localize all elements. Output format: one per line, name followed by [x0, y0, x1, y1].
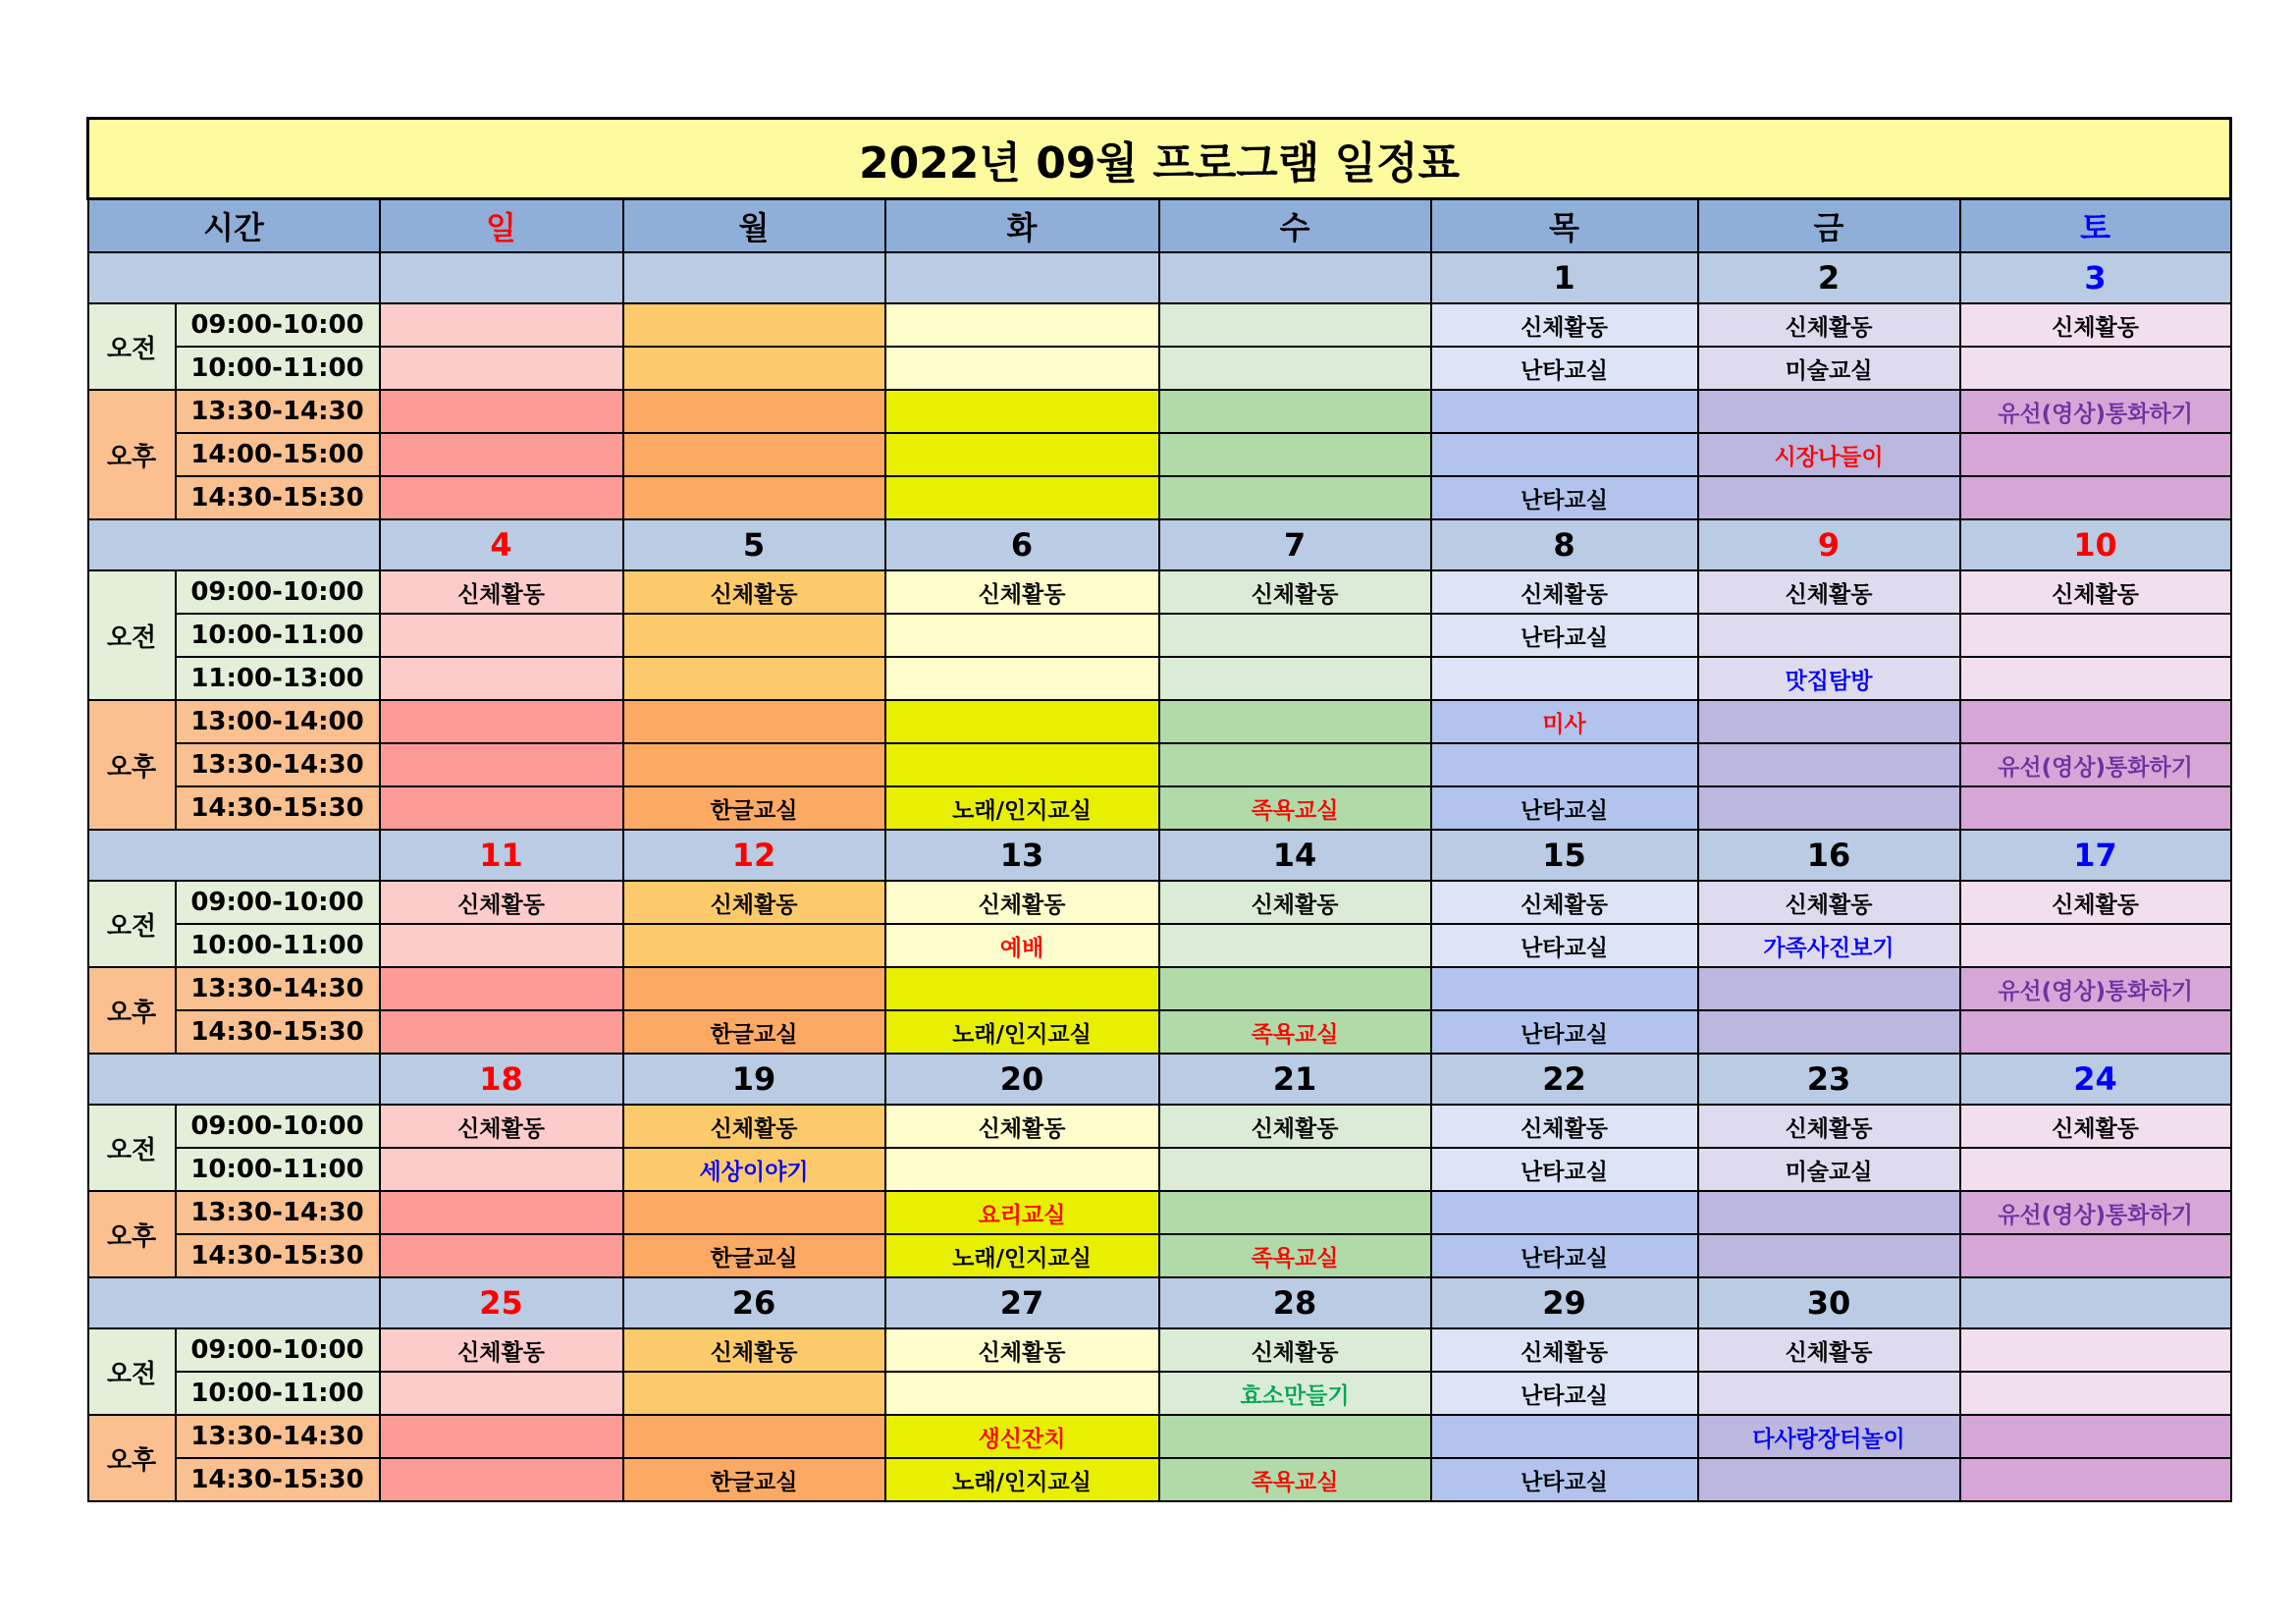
date-row-spacer	[88, 830, 380, 881]
date-cell: 7	[1159, 519, 1431, 570]
slot-row	[88, 1234, 2231, 1277]
activity-cell: 신체활동	[1698, 881, 1960, 924]
activity-cell	[1159, 1148, 1431, 1191]
slot-row	[88, 1105, 2231, 1148]
date-cell: 5	[623, 519, 885, 570]
slot-row	[88, 347, 2231, 390]
activity-cell	[885, 347, 1159, 390]
slot-row	[88, 743, 2231, 786]
activity-cell	[885, 700, 1159, 743]
date-row	[88, 830, 2231, 881]
time-slot: 10:00-11:00	[176, 1372, 380, 1415]
date-cell: 29	[1431, 1277, 1698, 1328]
activity-cell	[1960, 1372, 2231, 1415]
title-row	[88, 119, 2231, 199]
slot-row	[88, 614, 2231, 657]
activity-cell	[885, 967, 1159, 1010]
activity-cell	[1159, 476, 1431, 519]
activity-cell	[1698, 1010, 1960, 1054]
date-cell: 26	[623, 1277, 885, 1328]
activity-cell	[380, 1010, 623, 1054]
activity-cell	[885, 433, 1159, 476]
activity-cell	[885, 657, 1159, 700]
activity-cell: 생신잔치	[885, 1415, 1159, 1458]
header-row	[88, 199, 2231, 253]
activity-cell	[1698, 476, 1960, 519]
activity-cell: 노래/인지교실	[885, 1010, 1159, 1054]
day-header: 수	[1159, 199, 1431, 253]
date-cell: 24	[1960, 1054, 2231, 1105]
slot-row	[88, 303, 2231, 347]
date-cell: 22	[1431, 1054, 1698, 1105]
activity-cell	[1698, 743, 1960, 786]
time-slot: 14:30-15:30	[176, 1010, 380, 1054]
time-column-header: 시간	[88, 199, 380, 253]
slot-row	[88, 1458, 2231, 1501]
activity-cell: 족욕교실	[1159, 1234, 1431, 1277]
schedule-table	[86, 117, 2232, 1502]
activity-cell: 요리교실	[885, 1191, 1159, 1234]
activity-cell: 신체활동	[1159, 881, 1431, 924]
activity-cell	[1159, 347, 1431, 390]
time-slot: 09:00-10:00	[176, 570, 380, 614]
date-cell: 20	[885, 1054, 1159, 1105]
time-slot: 13:00-14:00	[176, 700, 380, 743]
date-cell: 1	[1431, 252, 1698, 303]
time-slot: 13:30-14:30	[176, 1191, 380, 1234]
activity-cell	[1698, 1234, 1960, 1277]
activity-cell	[380, 303, 623, 347]
activity-cell: 신체활동	[1960, 570, 2231, 614]
date-cell	[1159, 252, 1431, 303]
date-cell: 11	[380, 830, 623, 881]
activity-cell: 가족사진보기	[1698, 924, 1960, 967]
activity-cell: 신체활동	[1159, 1105, 1431, 1148]
date-cell: 9	[1698, 519, 1960, 570]
date-cell: 16	[1698, 830, 1960, 881]
activity-cell	[1431, 967, 1698, 1010]
activity-cell: 신체활동	[623, 570, 885, 614]
slot-row	[88, 1191, 2231, 1234]
activity-cell	[1431, 743, 1698, 786]
activity-cell: 미술교실	[1698, 1148, 1960, 1191]
slot-row	[88, 476, 2231, 519]
activity-cell: 난타교실	[1431, 1372, 1698, 1415]
schedule-body	[88, 119, 2231, 1502]
activity-cell	[380, 1415, 623, 1458]
day-header: 일	[380, 199, 623, 253]
activity-cell	[623, 476, 885, 519]
time-slot: 14:00-15:00	[176, 433, 380, 476]
activity-cell	[623, 657, 885, 700]
date-cell: 28	[1159, 1277, 1431, 1328]
activity-cell	[1159, 743, 1431, 786]
time-slot: 14:30-15:30	[176, 476, 380, 519]
activity-cell	[1698, 390, 1960, 433]
activity-cell	[1960, 700, 2231, 743]
activity-cell	[885, 1372, 1159, 1415]
activity-cell	[885, 1148, 1159, 1191]
activity-cell	[1159, 614, 1431, 657]
activity-cell	[380, 924, 623, 967]
activity-cell	[380, 1372, 623, 1415]
activity-cell	[623, 1191, 885, 1234]
activity-cell	[1159, 657, 1431, 700]
activity-cell	[1698, 614, 1960, 657]
date-row	[88, 1054, 2231, 1105]
activity-cell: 난타교실	[1431, 1010, 1698, 1054]
activity-cell	[1159, 390, 1431, 433]
activity-cell	[1159, 433, 1431, 476]
activity-cell: 신체활동	[1960, 1105, 2231, 1148]
activity-cell	[1159, 924, 1431, 967]
activity-cell	[380, 1458, 623, 1501]
activity-cell	[623, 743, 885, 786]
time-slot: 09:00-10:00	[176, 1105, 380, 1148]
date-cell: 23	[1698, 1054, 1960, 1105]
activity-cell	[623, 1415, 885, 1458]
activity-cell	[1159, 967, 1431, 1010]
period-label: 오전	[88, 1328, 176, 1415]
activity-cell: 신체활동	[1431, 881, 1698, 924]
activity-cell	[1960, 1415, 2231, 1458]
activity-cell: 신체활동	[1698, 570, 1960, 614]
activity-cell: 난타교실	[1431, 476, 1698, 519]
activity-cell: 맛집탐방	[1698, 657, 1960, 700]
activity-cell: 신체활동	[885, 881, 1159, 924]
day-header: 목	[1431, 199, 1698, 253]
activity-cell: 노래/인지교실	[885, 1458, 1159, 1501]
date-cell: 8	[1431, 519, 1698, 570]
period-label: 오후	[88, 967, 176, 1054]
date-cell: 10	[1960, 519, 2231, 570]
date-cell: 17	[1960, 830, 2231, 881]
time-slot: 13:30-14:30	[176, 967, 380, 1010]
activity-cell	[1159, 303, 1431, 347]
slot-row	[88, 881, 2231, 924]
page-title: 2022년 09월 프로그램 일정표	[88, 119, 2231, 199]
activity-cell: 신체활동	[380, 1105, 623, 1148]
activity-cell	[885, 476, 1159, 519]
slot-row	[88, 700, 2231, 743]
slot-row	[88, 1148, 2231, 1191]
date-row-spacer	[88, 1277, 380, 1328]
slot-row	[88, 1010, 2231, 1054]
activity-cell	[1698, 786, 1960, 830]
slot-row	[88, 1415, 2231, 1458]
date-cell: 18	[380, 1054, 623, 1105]
activity-cell	[1431, 1191, 1698, 1234]
period-label: 오후	[88, 700, 176, 830]
activity-cell	[380, 614, 623, 657]
time-slot: 13:30-14:30	[176, 390, 380, 433]
activity-cell	[380, 743, 623, 786]
date-cell	[380, 252, 623, 303]
activity-cell: 난타교실	[1431, 924, 1698, 967]
activity-cell: 신체활동	[623, 881, 885, 924]
activity-cell: 신체활동	[623, 1105, 885, 1148]
activity-cell: 한글교실	[623, 786, 885, 830]
activity-cell: 신체활동	[1159, 1328, 1431, 1372]
activity-cell: 신체활동	[623, 1328, 885, 1372]
slot-row	[88, 657, 2231, 700]
activity-cell: 유선(영상)통화하기	[1960, 390, 2231, 433]
activity-cell	[1431, 390, 1698, 433]
date-cell: 15	[1431, 830, 1698, 881]
date-row	[88, 1277, 2231, 1328]
activity-cell: 신체활동	[1431, 1328, 1698, 1372]
activity-cell: 난타교실	[1431, 1458, 1698, 1501]
date-cell	[1960, 1277, 2231, 1328]
period-label: 오후	[88, 1415, 176, 1501]
activity-cell: 신체활동	[1159, 570, 1431, 614]
activity-cell	[380, 657, 623, 700]
date-cell: 21	[1159, 1054, 1431, 1105]
activity-cell: 유선(영상)통화하기	[1960, 967, 2231, 1010]
activity-cell: 한글교실	[623, 1458, 885, 1501]
period-label: 오후	[88, 1191, 176, 1277]
slot-row	[88, 924, 2231, 967]
date-cell: 12	[623, 830, 885, 881]
activity-cell	[885, 614, 1159, 657]
activity-cell: 신체활동	[380, 881, 623, 924]
time-slot: 09:00-10:00	[176, 303, 380, 347]
activity-cell: 신체활동	[1698, 1328, 1960, 1372]
time-slot: 14:30-15:30	[176, 1234, 380, 1277]
activity-cell	[623, 614, 885, 657]
day-header: 토	[1960, 199, 2231, 253]
activity-cell	[1698, 1372, 1960, 1415]
time-slot: 13:30-14:30	[176, 1415, 380, 1458]
day-header: 금	[1698, 199, 1960, 253]
activity-cell	[380, 433, 623, 476]
date-cell: 3	[1960, 252, 2231, 303]
activity-cell: 신체활동	[1431, 1105, 1698, 1148]
period-label: 오전	[88, 570, 176, 700]
slot-row	[88, 1328, 2231, 1372]
day-header: 화	[885, 199, 1159, 253]
date-cell: 4	[380, 519, 623, 570]
activity-cell: 유선(영상)통화하기	[1960, 1191, 2231, 1234]
activity-cell	[623, 1372, 885, 1415]
date-cell: 13	[885, 830, 1159, 881]
activity-cell: 신체활동	[380, 570, 623, 614]
activity-cell: 미술교실	[1698, 347, 1960, 390]
activity-cell: 신체활동	[380, 1328, 623, 1372]
date-cell: 2	[1698, 252, 1960, 303]
activity-cell	[623, 390, 885, 433]
activity-cell: 효소만들기	[1159, 1372, 1431, 1415]
day-header: 월	[623, 199, 885, 253]
activity-cell: 난타교실	[1431, 786, 1698, 830]
activity-cell	[1960, 347, 2231, 390]
activity-cell	[1960, 657, 2231, 700]
activity-cell: 미사	[1431, 700, 1698, 743]
activity-cell	[1698, 700, 1960, 743]
date-cell: 6	[885, 519, 1159, 570]
activity-cell: 유선(영상)통화하기	[1960, 743, 2231, 786]
date-cell	[623, 252, 885, 303]
activity-cell	[1431, 1415, 1698, 1458]
time-slot: 10:00-11:00	[176, 347, 380, 390]
activity-cell	[380, 786, 623, 830]
activity-cell: 한글교실	[623, 1234, 885, 1277]
activity-cell: 신체활동	[1431, 570, 1698, 614]
activity-cell	[1960, 786, 2231, 830]
date-cell: 14	[1159, 830, 1431, 881]
activity-cell	[380, 390, 623, 433]
activity-cell	[380, 1234, 623, 1277]
slot-row	[88, 390, 2231, 433]
activity-cell	[885, 743, 1159, 786]
date-cell: 25	[380, 1277, 623, 1328]
activity-cell	[1159, 1415, 1431, 1458]
time-slot: 11:00-13:00	[176, 657, 380, 700]
activity-cell: 난타교실	[1431, 1234, 1698, 1277]
activity-cell: 한글교실	[623, 1010, 885, 1054]
activity-cell: 신체활동	[1698, 1105, 1960, 1148]
period-label: 오전	[88, 1105, 176, 1191]
date-cell: 30	[1698, 1277, 1960, 1328]
activity-cell: 신체활동	[1960, 881, 2231, 924]
date-row-spacer	[88, 252, 380, 303]
activity-cell: 노래/인지교실	[885, 1234, 1159, 1277]
activity-cell	[380, 347, 623, 390]
slot-row	[88, 570, 2231, 614]
activity-cell: 신체활동	[1960, 303, 2231, 347]
activity-cell	[1698, 1191, 1960, 1234]
activity-cell	[1960, 433, 2231, 476]
time-slot: 13:30-14:30	[176, 743, 380, 786]
activity-cell	[380, 967, 623, 1010]
activity-cell: 신체활동	[1431, 303, 1698, 347]
activity-cell: 난타교실	[1431, 614, 1698, 657]
activity-cell	[623, 303, 885, 347]
activity-cell	[623, 700, 885, 743]
activity-cell	[885, 390, 1159, 433]
slot-row	[88, 433, 2231, 476]
activity-cell: 다사랑장터놀이	[1698, 1415, 1960, 1458]
time-slot: 09:00-10:00	[176, 881, 380, 924]
slot-row	[88, 1372, 2231, 1415]
activity-cell: 족욕교실	[1159, 1458, 1431, 1501]
activity-cell: 신체활동	[885, 1328, 1159, 1372]
activity-cell	[380, 1148, 623, 1191]
date-row-spacer	[88, 519, 380, 570]
activity-cell: 신체활동	[885, 570, 1159, 614]
activity-cell: 신체활동	[885, 1105, 1159, 1148]
date-row-spacer	[88, 1054, 380, 1105]
activity-cell: 족욕교실	[1159, 1010, 1431, 1054]
slot-row	[88, 967, 2231, 1010]
time-slot: 10:00-11:00	[176, 1148, 380, 1191]
activity-cell: 난타교실	[1431, 347, 1698, 390]
activity-cell: 시장나들이	[1698, 433, 1960, 476]
activity-cell	[623, 347, 885, 390]
time-slot: 10:00-11:00	[176, 614, 380, 657]
activity-cell: 신체활동	[1698, 303, 1960, 347]
activity-cell	[623, 924, 885, 967]
activity-cell	[380, 700, 623, 743]
activity-cell	[1159, 700, 1431, 743]
period-label: 오전	[88, 303, 176, 390]
activity-cell	[623, 967, 885, 1010]
date-cell	[885, 252, 1159, 303]
activity-cell	[1159, 1191, 1431, 1234]
activity-cell	[1698, 1458, 1960, 1501]
time-slot: 10:00-11:00	[176, 924, 380, 967]
activity-cell: 노래/인지교실	[885, 786, 1159, 830]
activity-cell	[1431, 657, 1698, 700]
activity-cell	[380, 1191, 623, 1234]
activity-cell	[1960, 1148, 2231, 1191]
date-cell: 19	[623, 1054, 885, 1105]
time-slot: 14:30-15:30	[176, 1458, 380, 1501]
time-slot: 09:00-10:00	[176, 1328, 380, 1372]
activity-cell: 세상이야기	[623, 1148, 885, 1191]
activity-cell	[1698, 967, 1960, 1010]
activity-cell	[1960, 1328, 2231, 1372]
activity-cell	[1960, 1458, 2231, 1501]
activity-cell	[1960, 476, 2231, 519]
activity-cell	[1960, 924, 2231, 967]
time-slot: 14:30-15:30	[176, 786, 380, 830]
activity-cell	[1960, 1234, 2231, 1277]
date-row	[88, 519, 2231, 570]
period-label: 오후	[88, 390, 176, 519]
activity-cell	[1960, 1010, 2231, 1054]
activity-cell	[1431, 433, 1698, 476]
date-row	[88, 252, 2231, 303]
period-label: 오전	[88, 881, 176, 967]
activity-cell	[623, 433, 885, 476]
activity-cell	[1960, 614, 2231, 657]
slot-row	[88, 786, 2231, 830]
activity-cell: 예배	[885, 924, 1159, 967]
date-cell: 27	[885, 1277, 1159, 1328]
activity-cell	[380, 476, 623, 519]
activity-cell: 족욕교실	[1159, 786, 1431, 830]
activity-cell: 난타교실	[1431, 1148, 1698, 1191]
activity-cell	[885, 303, 1159, 347]
